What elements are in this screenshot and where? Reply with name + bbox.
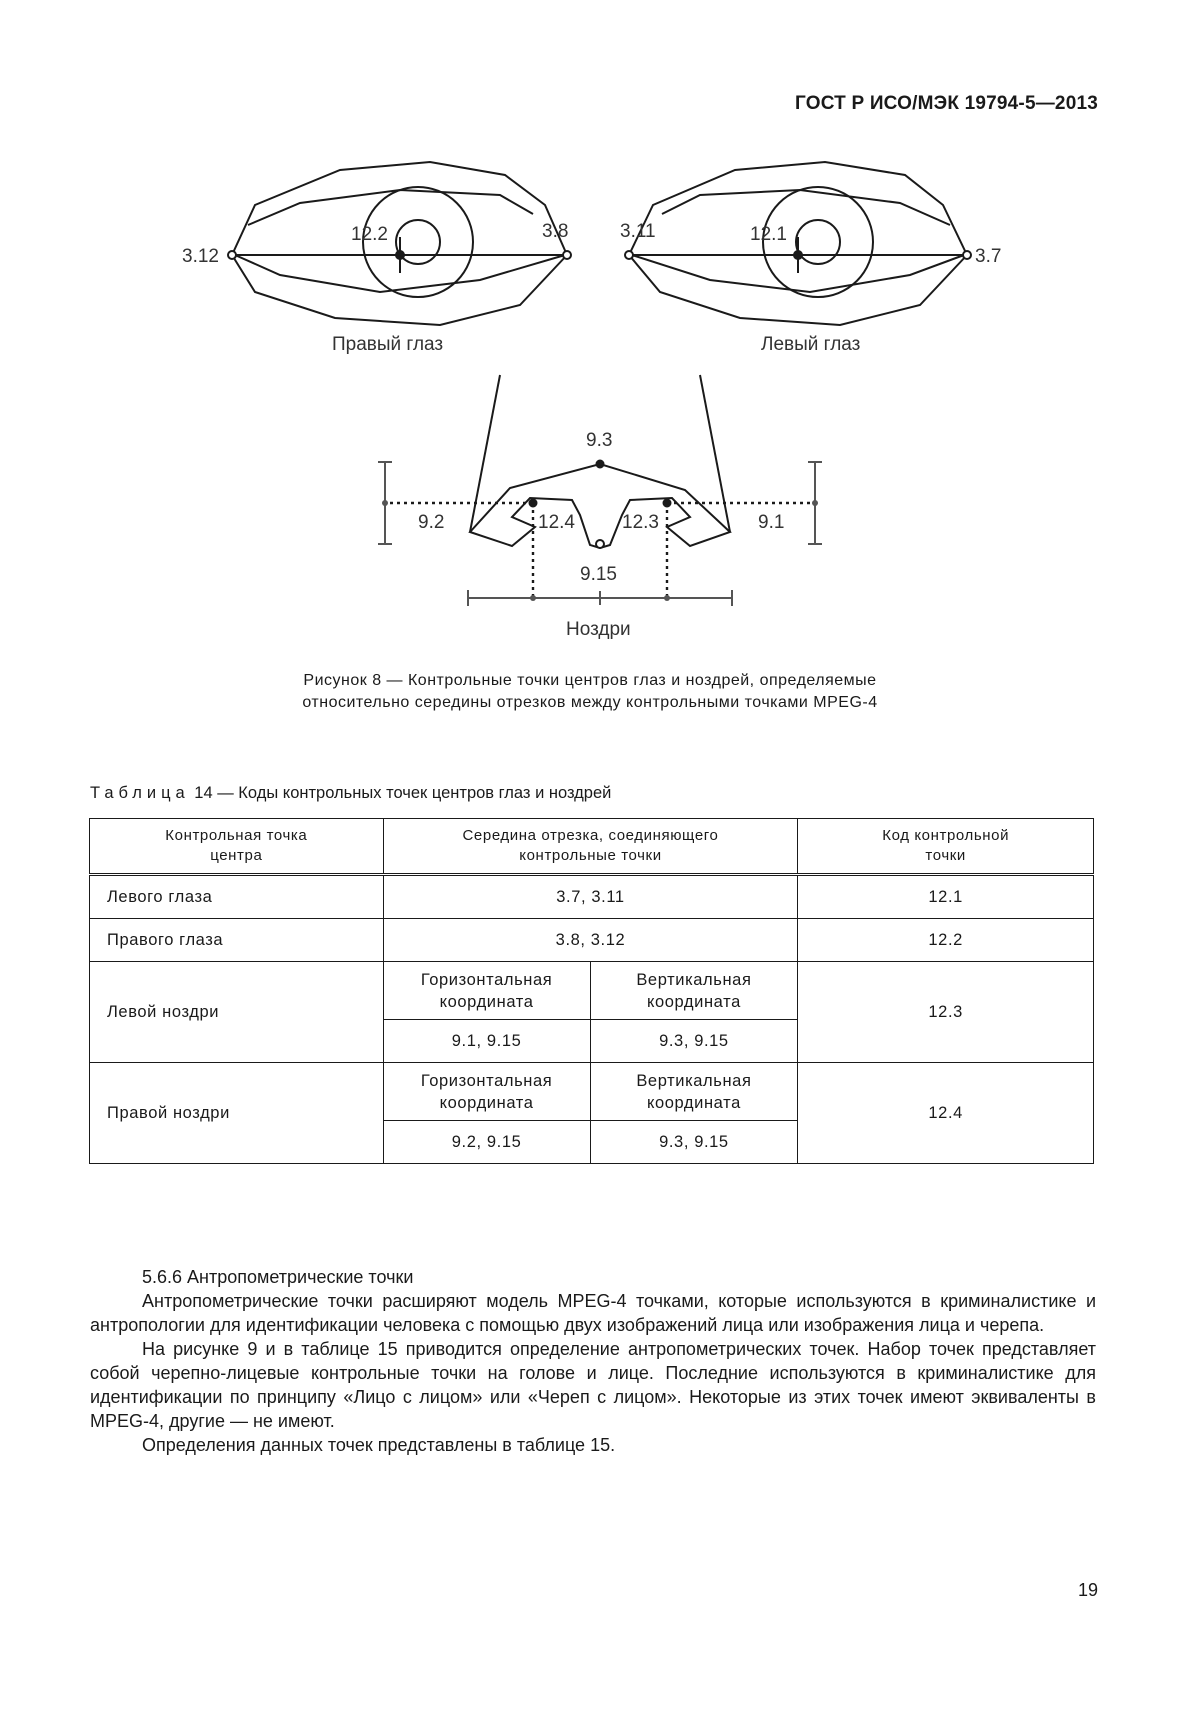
cell-code: 12.1 <box>798 875 1094 919</box>
point-12-2-dot <box>396 251 404 259</box>
label-3-12: 3.12 <box>182 246 219 267</box>
cell-point: Правого глаза <box>90 919 384 962</box>
cell-code: 12.3 <box>798 962 1094 1063</box>
label-9-15: 9.15 <box>580 564 617 585</box>
point-12-4-dot <box>530 500 537 507</box>
table-title <box>90 784 611 803</box>
figure-8-diagram <box>0 0 1181 700</box>
control-points-table <box>89 818 1094 1164</box>
header-point-code: Код контрольной точки <box>798 819 1094 875</box>
label-12-4: 12.4 <box>538 512 575 533</box>
nostrils-caption: Ноздри <box>566 619 631 640</box>
point-12-3-dot <box>664 500 671 507</box>
left-eye-drawing <box>625 162 971 325</box>
cell-horizontal-label: Горизонтальная координата <box>383 962 590 1020</box>
label-3-11: 3.11 <box>620 221 656 242</box>
right-eye-drawing <box>228 162 571 325</box>
table-title-word: Таблица <box>90 784 190 802</box>
cell-vertical-value: 9.3, 9.15 <box>590 1121 798 1164</box>
cell-horizontal-value: 9.2, 9.15 <box>383 1121 590 1164</box>
cell-midpoint: 3.8, 3.12 <box>383 919 798 962</box>
nose-outline <box>470 464 730 548</box>
point-3-11-dot <box>625 251 633 259</box>
right-eye-caption: Правый глаз <box>332 334 444 355</box>
point-9-2-marker <box>382 500 388 506</box>
section-5-6-6 <box>90 1265 1096 1457</box>
figure-caption-line-1: Рисунок 8 — Контрольные точки центров глаз и ноздрей, определяемые <box>303 672 877 689</box>
label-9-3: 9.3 <box>586 430 613 451</box>
cell-point: Правой ноздри <box>90 1063 384 1164</box>
label-9-2: 9.2 <box>418 512 445 533</box>
point-3-8-dot <box>563 251 571 259</box>
section-paragraph: Определения данных точек представлены в таблице 15. <box>142 1435 616 1455</box>
figure-caption <box>160 670 1020 714</box>
figure-caption-line-2: относительно середины отрезков между контрольными точками MPEG-4 <box>302 694 878 711</box>
point-9-15-dot <box>596 540 604 548</box>
table-row <box>90 1063 1094 1121</box>
cell-vertical-label: Вертикальная координата <box>590 1063 798 1121</box>
table-row <box>90 962 1094 1020</box>
cell-code: 12.2 <box>798 919 1094 962</box>
label-12-3: 12.3 <box>622 512 659 533</box>
nose-left-side <box>470 375 500 532</box>
point-3-12-dot <box>228 251 236 259</box>
label-3-8: 3.8 <box>542 221 569 242</box>
table-row <box>90 875 1094 919</box>
point-9-3-dot <box>597 461 604 468</box>
cell-horizontal-label: Горизонтальная координата <box>383 1063 590 1121</box>
cell-point: Левого глаза <box>90 875 384 919</box>
document-header: ГОСТ Р ИСО/МЭК 19794-5—2013 <box>795 93 1098 114</box>
label-12-2: 12.2 <box>351 224 388 245</box>
point-9-1-marker <box>812 500 818 506</box>
point-3-7-dot <box>963 251 971 259</box>
label-3-7: 3.7 <box>975 246 1002 267</box>
table-title-rest: 14 — Коды контрольных точек центров глаз и ноздрей <box>189 784 612 802</box>
cell-midpoint: 3.7, 3.11 <box>383 875 798 919</box>
label-9-1: 9.1 <box>758 512 785 533</box>
table-header-row <box>90 819 1094 875</box>
section-heading: 5.6.6 Антропометрические точки <box>142 1267 414 1287</box>
cell-vertical-label: Вертикальная координата <box>590 962 798 1020</box>
section-paragraph: Антропометрические точки расширяют модель MPEG-4 точками, которые используются в криминалистике и антропологии для идентификации человека с помощью двух изображений лица или изображения лица и черепа. <box>90 1291 1096 1335</box>
header-control-point: Контрольная точка центра <box>90 819 384 875</box>
nostril-width-12-3-marker <box>664 595 670 601</box>
nostril-width-12-4-marker <box>530 595 536 601</box>
cell-vertical-value: 9.3, 9.15 <box>590 1020 798 1063</box>
section-paragraph: На рисунке 9 и в таблице 15 приводится определение антропометрических точек. Набор точек представляет собой черепно-лицевые контрольные точки на голове и лице. Последние используются в криминалистике для идентификации по принципу «Лицо с лицом» или «Череп с лицом». Некоторые из этих точек имеют эквиваленты в MPEG-4, другие — не имеют. <box>90 1339 1096 1431</box>
header-segment-midpoint: Середина отрезка, соединяющего контрольные точки <box>383 819 798 875</box>
cell-point: Левой ноздри <box>90 962 384 1063</box>
label-12-1: 12.1 <box>750 224 787 245</box>
left-eye-pupil <box>796 220 840 264</box>
point-12-1-dot <box>794 251 802 259</box>
cell-horizontal-value: 9.1, 9.15 <box>383 1020 590 1063</box>
left-eye-caption: Левый глаз <box>761 334 861 355</box>
cell-code: 12.4 <box>798 1063 1094 1164</box>
table-row <box>90 919 1094 962</box>
page-number: 19 <box>1077 1580 1098 1600</box>
left-eye-upper-lid <box>662 190 950 225</box>
